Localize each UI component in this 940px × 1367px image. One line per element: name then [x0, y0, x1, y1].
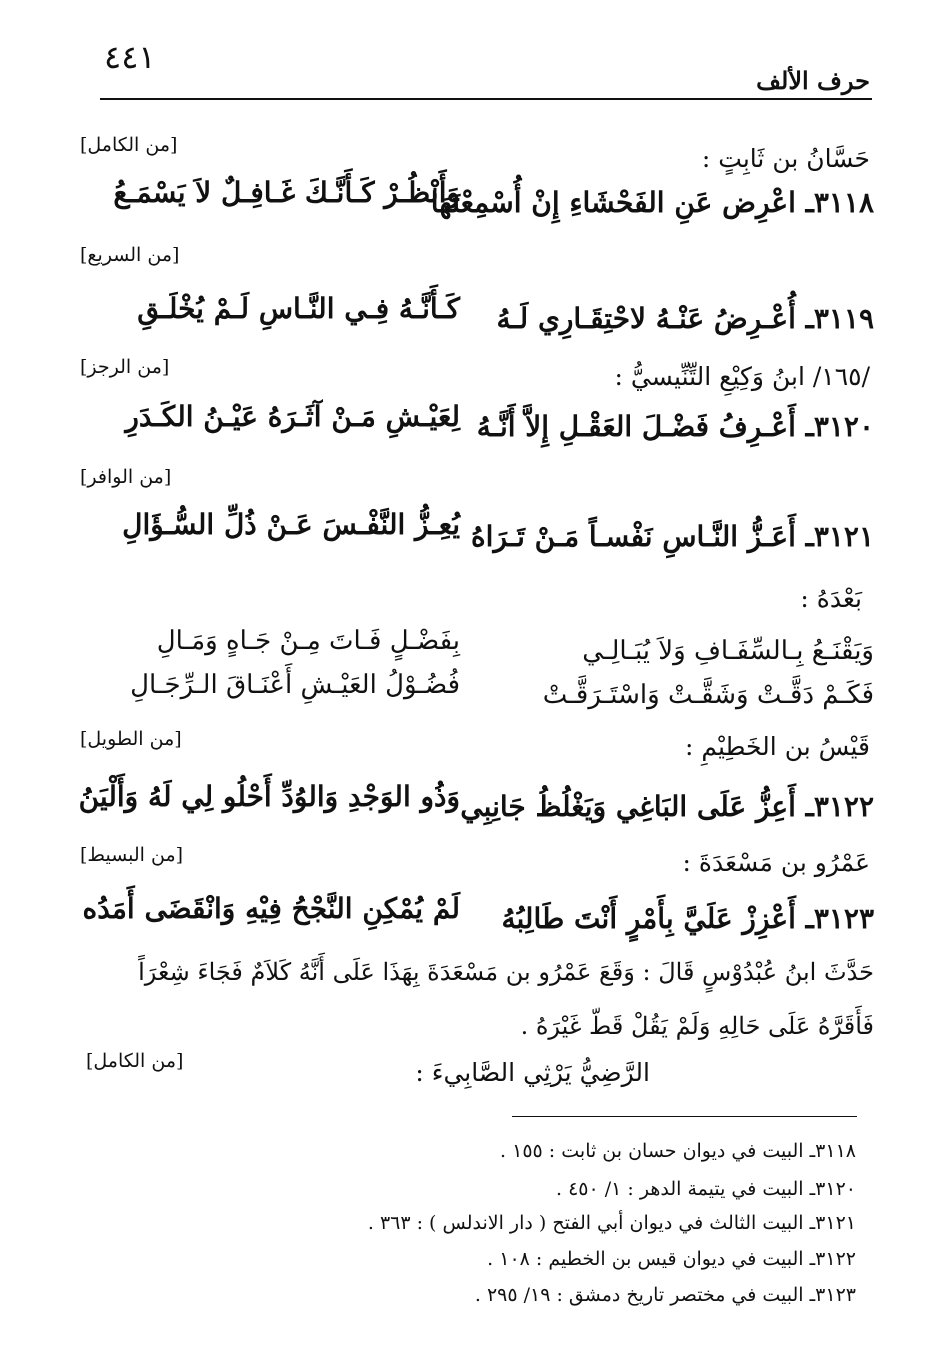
- verse-second-hemistich: لَمْ يُمْكِنِ النَّجْحُ فِيْهِ وَانْقَضَى أَمَدُه: [82, 892, 460, 925]
- poet-intro: عَمْرُو بن مَسْعَدَةَ :: [682, 848, 870, 877]
- footnote: ٣١٢١ـ البيت الثالث في ديوان أبي الفتح ( دار الاندلس ) : ٣٦٣ .: [367, 1212, 856, 1234]
- running-head: حرف الألف: [756, 66, 870, 95]
- footnote: ٣١٢٣ـ البيت في مختصر تاريخ دمشق : ١٩/ ٢٩٥ .: [474, 1284, 856, 1306]
- meter-label: [من الكامل]: [86, 1050, 184, 1072]
- verse-number: ٣١٢٠ـ: [805, 410, 874, 443]
- footnote: ٣١٢٢ـ البيت في ديوان قيس بن الخطيم : ١٠٨ .: [487, 1248, 856, 1270]
- continuation-intro: بَعْدَهُ :: [800, 584, 862, 613]
- verse-first-hemistich: وَيَقْنَـعُ بِـالسِّفَـافِ وَلاَ يُبَـالِـي: [582, 636, 874, 666]
- hemistich-text: أُعْـرِضُ عَنْـهُ لاحْتِقَـارِي لَـهُ: [496, 302, 796, 335]
- verse-second-hemistich: كَـأَنَّـهُ فِـي النَّـاسِ لَـمْ يُخْلَـقِ: [137, 292, 460, 325]
- verse-first-hemistich: [496, 302, 874, 335]
- verse-number: ٣١٢٣ـ: [805, 902, 874, 935]
- prose-line: حَدَّثَ ابنُ عُبْدُوْسٍ قَالَ : وَقَعَ عَمْرُو بن مَسْعَدَةَ بِهَذَا عَلَى أَنَّهُ كَلاَمٌ فَجَاءَ شِعْرَاً: [138, 958, 874, 986]
- hemistich-text: أَعْـرِفُ فَضْـلَ العَقْـلِ إِلاَّ أَنَّـهُ: [476, 410, 796, 443]
- footnote: ٣١١٨ـ البيت في ديوان حسان بن ثابت : ١٥٥ .: [500, 1140, 856, 1162]
- verse-first-hemistich: فَكَـمْ دَقَّـتْ وَشَقَّـتْ وَاسْتَـرَقَّـتْ: [542, 680, 874, 710]
- meter-label: [من السريع]: [80, 244, 180, 266]
- verse-number: ٣١٢٢ـ: [805, 790, 874, 823]
- poet-intro: /١٦٥/ ابنُ وَكِيْعِ التِّنِّيسيُّ :: [614, 362, 870, 391]
- verse-first-hemistich: [476, 410, 874, 443]
- hemistich-text: أَعَـزُّ النَّـاسِ نَفْسـاً مَـنْ تَـرَاهُ: [471, 520, 796, 553]
- footnote: ٣١٢٠ـ البيت في يتيمة الدهر : ١/ ٤٥٠ .: [555, 1178, 856, 1200]
- verse-second-hemistich: بِفَضْـلٍ فَـاتَ مِـنْ جَـاهٍ وَمَـالِ: [156, 626, 460, 656]
- poet-intro: الرَّضِيُّ يَرْثِي الصَّابِيءَ :: [415, 1058, 650, 1087]
- hemistich-text: اعْرِض عَنِ الفَحْشَاءِ إِنْ أُسْمِعْتَهَا: [430, 186, 796, 219]
- poet-intro: حَسَّانُ بن ثَابِتٍ :: [701, 144, 870, 173]
- meter-label: [من الرجز]: [80, 356, 170, 378]
- verse-number: ٣١١٩ـ: [805, 302, 874, 335]
- verse-second-hemistich: وَذُو الوَجْدِ وَالوُدِّ أَحْلُو لِي لَهُ وَأَلْيَنُ: [78, 780, 460, 813]
- meter-label: [من الكامل]: [80, 134, 178, 156]
- prose-line: فَأَقَرَّهُ عَلَى حَالِهِ وَلَمْ يَقُلْ قَطّ غَيْرَهُ .: [520, 1012, 874, 1040]
- verse-number: ٣١١٨ـ: [805, 186, 874, 219]
- verse-first-hemistich: [501, 902, 874, 935]
- hemistich-text: أَعِزُّ عَلَى البَاغِي وَيَغْلُظُ جَانِبِي: [460, 790, 796, 823]
- verse-second-hemistich: لِعَيْـشِ مَـنْ آثَـرَهُ عَيْـنُ الكَـدَرِ: [125, 400, 460, 433]
- header-rule: [100, 98, 872, 100]
- verse-number: ٣١٢١ـ: [805, 520, 874, 553]
- page-number: ٤٤١: [104, 38, 156, 76]
- meter-label: [من الوافر]: [80, 466, 172, 488]
- verse-first-hemistich: [471, 520, 874, 553]
- verse-second-hemistich: وَأَنْظُـرْ كَـأَنَّـكَ غَـافِـلٌ لاَ يَسْمَـعُ: [113, 176, 460, 209]
- meter-label: [من البسيط]: [80, 844, 184, 866]
- meter-label: [من الطويل]: [80, 728, 182, 750]
- verse-first-hemistich: [460, 790, 874, 823]
- verse-second-hemistich: يُعِـزُّ النَّفْـسَ عَـنْ ذُلِّ السُّـؤَالِ: [122, 508, 460, 541]
- hemistich-text: أَعْزِزْ عَلَيَّ بِأَمْرٍ أَنْتَ طَالِبُهُ: [501, 902, 796, 935]
- poet-intro: قَيْسُ بن الخَطِيْمِ :: [684, 732, 870, 761]
- verse-second-hemistich: فُضُـوْلُ العَيْـشِ أَعْنَـاقَ الـرِّجَـالِ: [130, 670, 460, 700]
- verse-first-hemistich: [430, 186, 874, 219]
- footnote-rule: [512, 1116, 857, 1117]
